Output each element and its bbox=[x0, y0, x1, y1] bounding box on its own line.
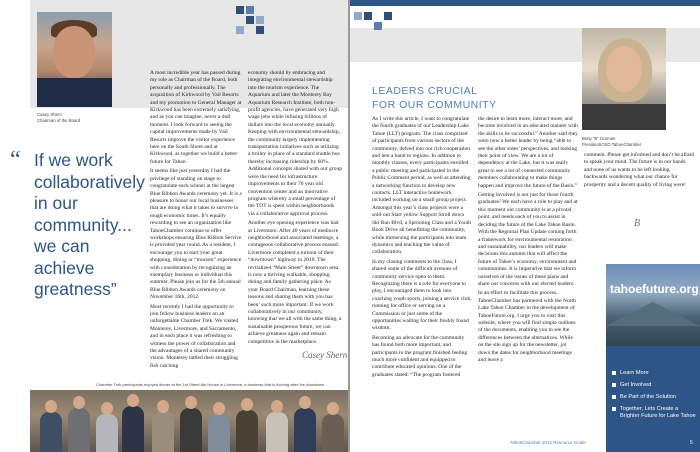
square-bullet-icon bbox=[612, 371, 616, 375]
page-number: 5 bbox=[690, 440, 693, 446]
list-item: Be Part of the Solution bbox=[612, 394, 698, 401]
body-column-2: economy should by embracing and integrating environmental stewardship into the tourism experience. The Aquarium and later the Monterey Bay Aquarium Research Institute, both non-profit agencies, have generated very high wage jobs while infusing billions of dollars into the local economy annually. Keeping with environmental stewardship, the community largely implementing transportation initiatives such as utilizing a trolley in place of a standard shuttle bus thereby increasing ridership by 60%. Additional concepts shared with our group were the need for infrastructure improvements to their 70 year old convention center and an innovative program whereby a small percentage of the TOT is spent within neighborhoods via a collaborative approval process. Another eye opening experience was had at Livermore. After 40 years of mediocre neighborhood and associated meetings, a courageous collaborative process ensued. Livermore completed a turnout of their “downtown” highway in 2010. The revitalized “Main Street” downtown area is now a thriving walkable, shopping, dining and family gathering place. As your Board Chairman, learning these lessons and sharing them with you has been’ such more important. If we work collaboratively in our community, knowing that we all with the same thing, a sustainable prosperous future, we can achieve greatness again and remain competitive in the marketplace. bbox=[248, 70, 342, 345]
group-photo bbox=[30, 390, 348, 452]
page-number: 4 bbox=[8, 440, 11, 446]
group-photo-caption: Chamber Trek participants enjoyed dinner at the 1st Street Ale House in Livermore, a business that is thriving after the downtown bbox=[96, 382, 325, 387]
pull-quote: If we work collaboratively in our community... we can achieve greatness” bbox=[34, 150, 145, 299]
left-page bbox=[0, 0, 348, 452]
article-heading: LEADERS CRUCIAL FOR OUR COMMUNITY bbox=[372, 85, 497, 111]
square-bullet-icon bbox=[612, 407, 616, 411]
website-url[interactable]: tahoefuture.org bbox=[610, 282, 699, 296]
square-bullet-icon bbox=[612, 383, 616, 387]
portrait-caption: Betty “B” Gorman President/CEO TahoeChamber bbox=[582, 136, 642, 147]
portrait-caption: Casey Shern Chairman of the Board bbox=[37, 112, 81, 123]
top-bar bbox=[350, 0, 700, 6]
chairman-portrait bbox=[37, 12, 112, 107]
list-item: Learn More bbox=[612, 370, 698, 377]
square-bullet-icon bbox=[612, 395, 616, 399]
chairman-signature: Casey Shern bbox=[302, 350, 348, 360]
ceo-portrait bbox=[582, 28, 666, 130]
body-column-1: A most incredible year has passed during my role as Chairman of the Board, both personally and professionally. The acquisition of Kirkwood by Vail Resorts and my promotion to General Manager at Kirkwood has been extremely satisfying, and as you can imagine, never a dull moment. I look forward to seeing the capital improvements made by Vail Resorts improve the visitor experience here on the South Shore and at Kirkwood, as together we build a better future for Tahoe. It seems like just yesterday I had the privilege of standing on stage to congratulate each winner at the largest Blue Ribbon Awards ceremony yet. It is a pleasure to honor our local businesses that are doing what it takes to survive in tough economic times. It’s equally rewarding to see an organization like TahoeChamber continue to offer workshops ensuring Blue Ribbon Service is provided year round. As a resident, I encourage you to start your great shopping, dining or “tourism” experience with consideration by recognizing an exemplary business or individual this summer. Please join us for the 5th annual Blue Ribbon Awards ceremony on November 16th, 2012. Most recently I had the opportunity to join fellow business leaders on an unforgettable Chamber Trek. We visited Monterey, Livermore, and Sacramento, and in each place it was refreshing to witness the power of collaboration and the advantages of a shared community vision. Monterey tattled their struggling fish catching bbox=[150, 70, 242, 369]
list-item: Get Involved bbox=[612, 382, 698, 389]
action-list bbox=[612, 370, 698, 425]
body-column-1: As I write this article, I want to congratulate the fourth graduates of our Leadership Lake Tahoe (LLT) program. The class comprised of participants from various sectors of the community, delved into our rich cooperation and lent a hand to regions. In addition to monthly classes, every participants enrolled a public meeting and participated in the Public Comment period, as well as attending a networking function to develop new contacts. LLT interactive homework included working on a small group project. Amongst this year’s class projects were a sold-out Start yellow Support Stroll down Ski Run Blvd, a Sprouting Class and a Youth Book Drive all benefitting the community, while immersing the participants into team dynamics and teaching the value of collaboration. In my closing comments to the class, I shared some of the difficult avenues of community service open to them. Recognizing there is a role for everyone to play, I encouraged them to look into coaching youth sports, joining a service club, running for office or serving on a Commission or just some of the opportunities waiting for their freshly found wisdom. Becoming an advocate for the community has found both more important, and participants in the program finished feeling much more confident and equipped to contribute educated opinions. One of the graduates stated: “The program fostered bbox=[372, 116, 472, 378]
footer-text: TahoeChamber 2012 Resource Guide bbox=[510, 440, 586, 445]
body-column-3: comment. Please get informed and don’t be afraid to speak your mind. The future is in our hands and none of us wants to be left looking backwards wondering what our chance for prosperity and a decent quality of living were! bbox=[584, 152, 694, 188]
body-column-2: the desire to learn more, interact more, and become involved in an educated manner with the skills to be successful.” Another said they were now a better leader by being “able to see the other sides’ perspectives, and looking their point of view. We are a lot of dependency at the Lake, but it was really great to see a lot of connected community members collaborating to make things happen and improve the future of the Basin.” Getting involved is not just for those fourth graduates! We each have a role to play and at this moment our community is at a pivotal point, and needs each of you to assist in deciding the future of the Lake Tahoe Basin. With the Regional Plan Update coming forth a framework for environmental restoration and sustainability, our leaders will make decisions this autumn that will affect the future of Tahoe’s economy, environment and communities. It is imperative that we inform ourselves of the issues of these plans and share our concerns with our elected leaders. In an effort to facilitate this process, TahoeChamber has partnered with the North Lake Tahoe Chamber in the development of TahoeFuture.org. I urge you to visit this website, where you will find simple outlines of the documents, enabling you to see the differences between the alternatives. While on the site sign up for the newsletter, jot down the dates for neighborhood meetings and leave a bbox=[478, 116, 578, 363]
ceo-signature: B bbox=[634, 218, 641, 229]
lake-photo bbox=[606, 264, 700, 346]
quote-mark-icon: “ bbox=[10, 147, 21, 173]
list-item: Together, Lets Create a Brighter Future for Lake Tahoe bbox=[612, 406, 698, 420]
right-page bbox=[350, 0, 700, 452]
